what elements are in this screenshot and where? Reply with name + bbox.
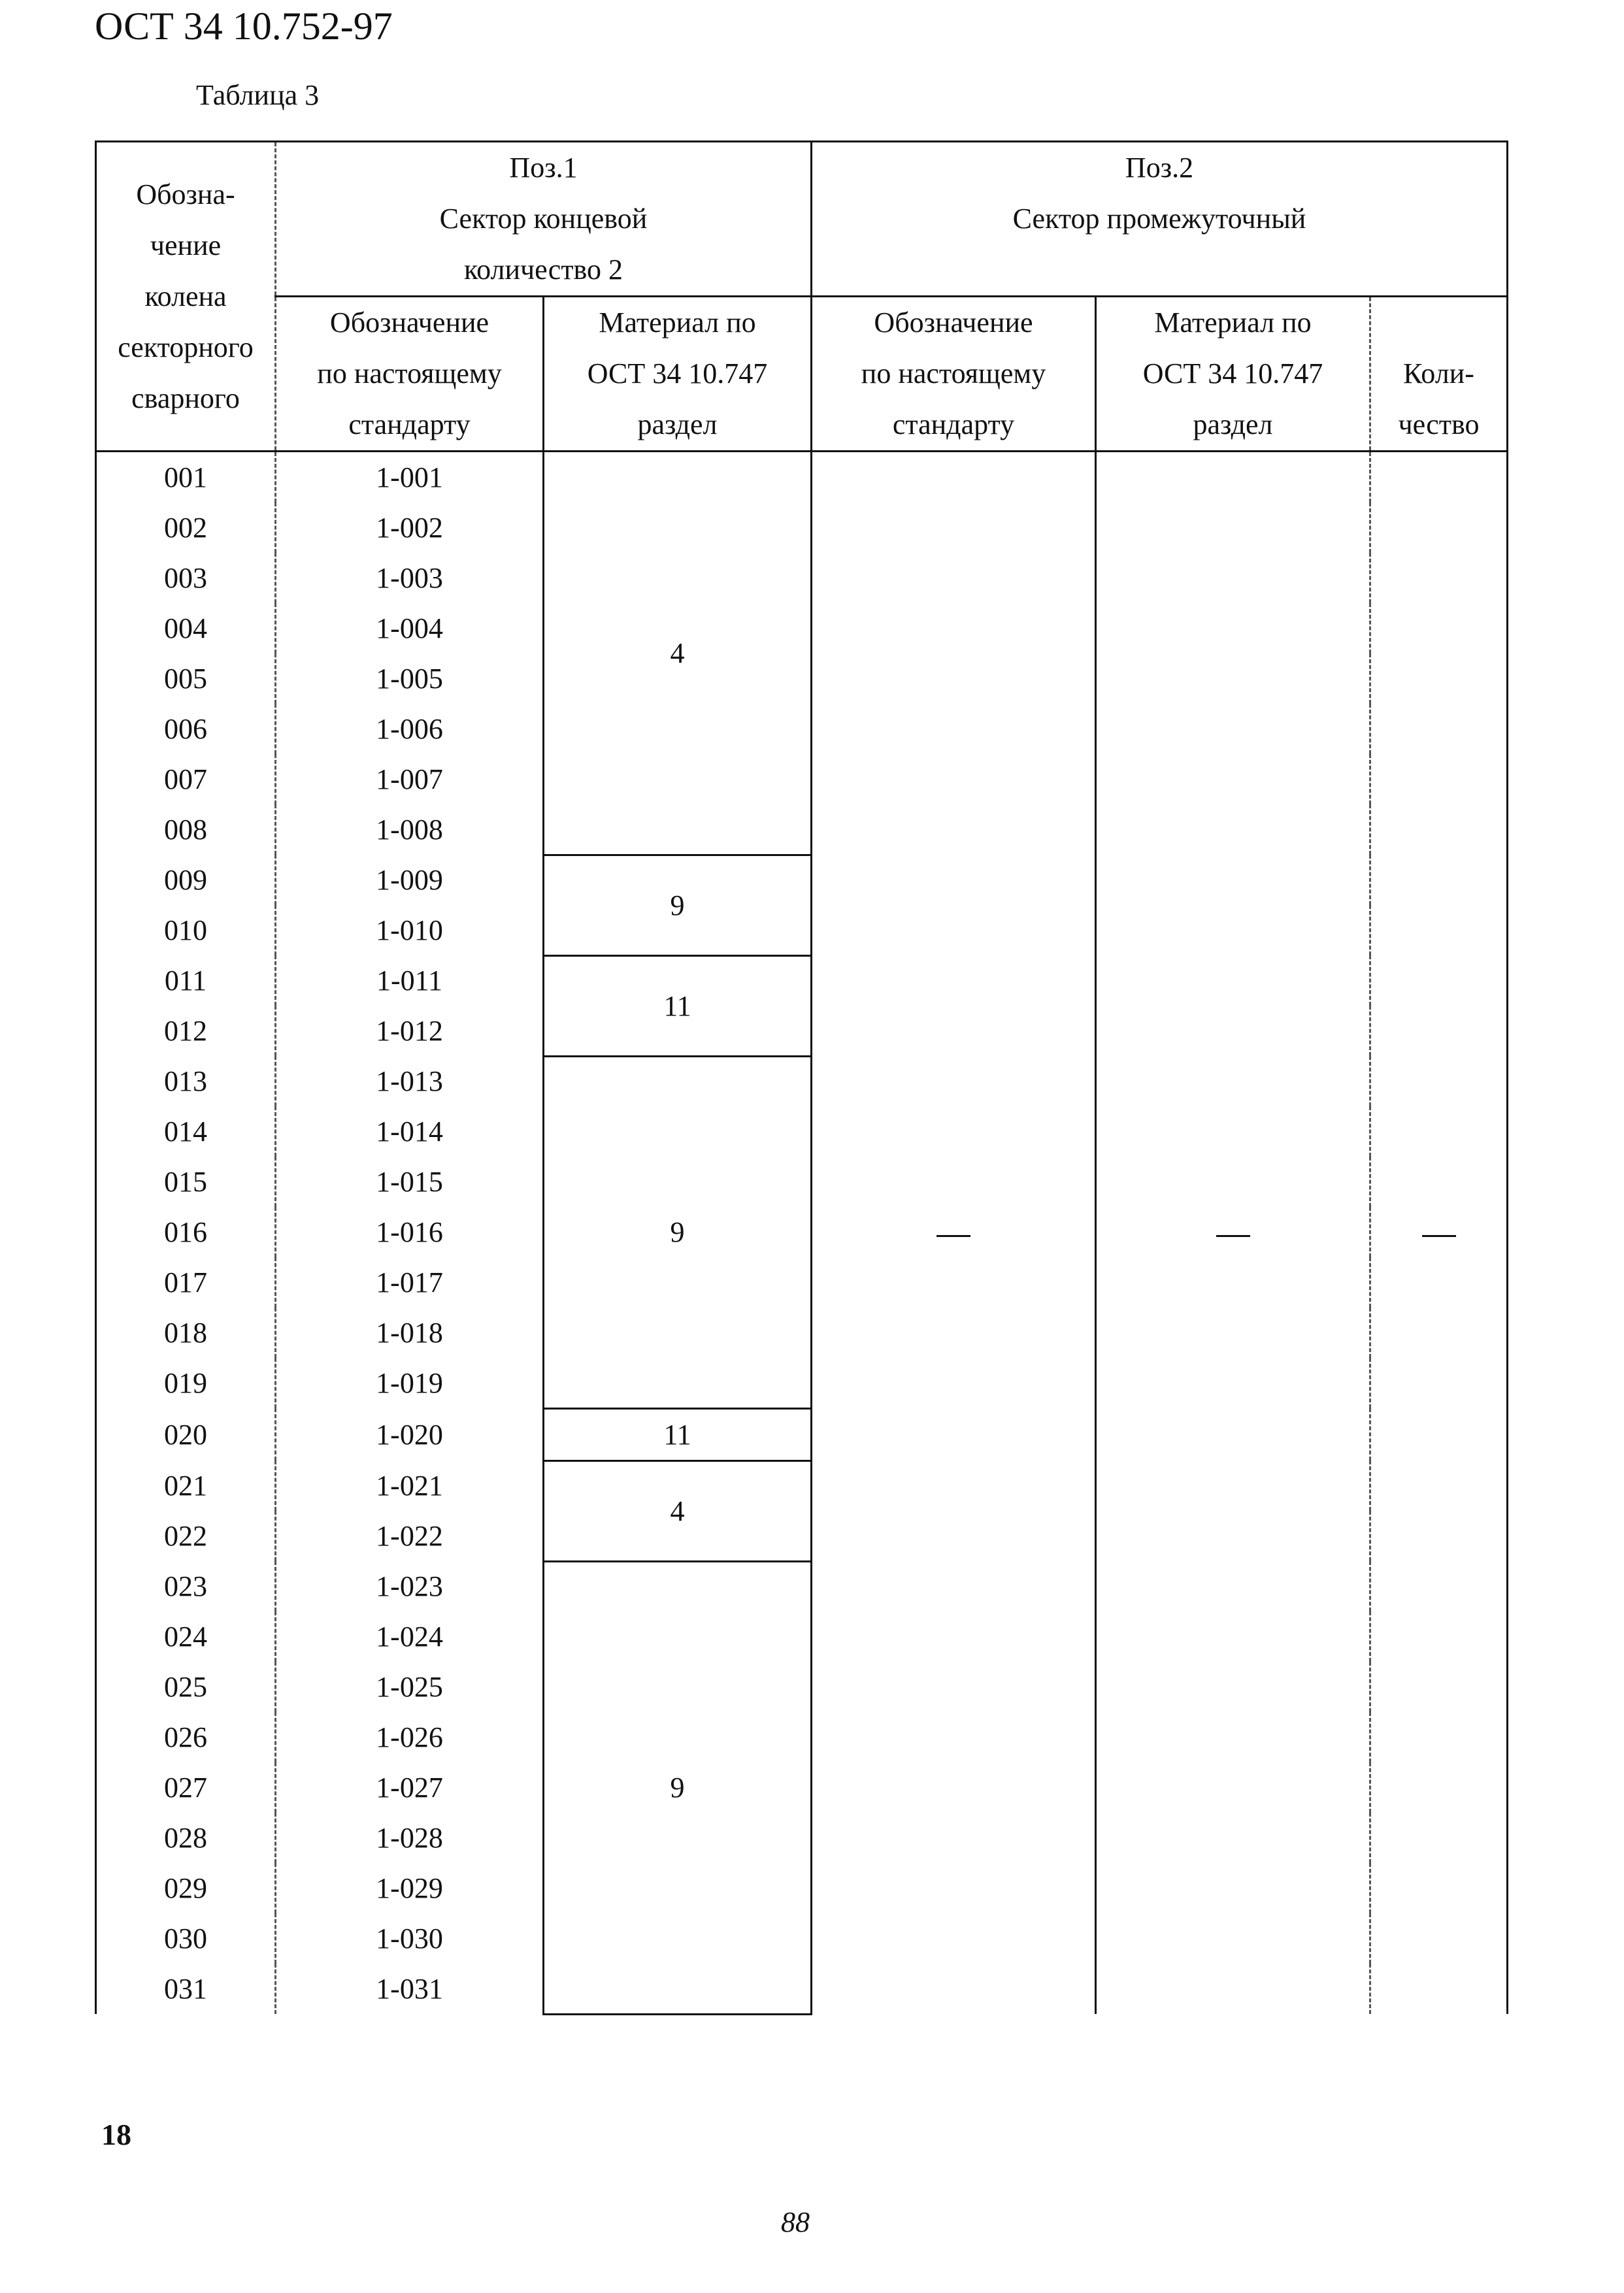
row-designation: 005: [96, 653, 276, 704]
em-dash-mark: [936, 1235, 970, 1237]
row-designation: 026: [96, 1712, 276, 1762]
row-designation: 021: [96, 1460, 276, 1511]
row-sector-designation: 1-031: [276, 1964, 544, 2014]
material-section-cell: 11: [544, 955, 812, 1056]
row-sector-designation: 1-002: [276, 503, 544, 553]
row-designation: 024: [96, 1611, 276, 1662]
row-sector-designation: 1-007: [276, 754, 544, 804]
row-sector-designation: 1-001: [276, 452, 544, 503]
row-sector-designation: 1-008: [276, 804, 544, 855]
row-designation: 018: [96, 1308, 276, 1358]
row-designation: 009: [96, 855, 276, 905]
row-designation: 031: [96, 1964, 276, 2014]
row-designation: 027: [96, 1762, 276, 1813]
page-number: 18: [101, 2118, 131, 2151]
row-sector-designation: 1-019: [276, 1358, 544, 1408]
row-designation: 002: [96, 503, 276, 553]
row-sector-designation: 1-014: [276, 1106, 544, 1157]
material-section-cell: 11: [544, 1408, 812, 1460]
row-sector-designation: 1-016: [276, 1207, 544, 1257]
row-sector-designation: 1-028: [276, 1813, 544, 1863]
row-designation: 012: [96, 1006, 276, 1056]
pos2-material-cell: [1096, 452, 1370, 2015]
row-designation: 007: [96, 754, 276, 804]
row-sector-designation: 1-015: [276, 1157, 544, 1207]
pos2-header: Поз.2 Сектор промежуточный: [812, 142, 1508, 297]
row-sector-designation: 1-017: [276, 1257, 544, 1308]
row-designation: 019: [96, 1358, 276, 1408]
row-designation: 006: [96, 704, 276, 754]
row-designation: 004: [96, 603, 276, 653]
material-section-cell: 9: [544, 855, 812, 955]
material-section-cell: 4: [544, 1460, 812, 1561]
row-sector-designation: 1-003: [276, 553, 544, 603]
row-designation: 014: [96, 1106, 276, 1157]
row-sector-designation: 1-012: [276, 1006, 544, 1056]
row-designation: 025: [96, 1662, 276, 1712]
pos1-designation-header: Обозначение по настоящему стандарту: [276, 297, 544, 452]
row-designation: 003: [96, 553, 276, 603]
col-designation-header: Обозна- чение колена секторного сварного: [96, 142, 276, 452]
row-designation: 023: [96, 1561, 276, 1611]
material-section-cell: 4: [544, 452, 812, 855]
row-sector-designation: 1-030: [276, 1913, 544, 1964]
row-sector-designation: 1-021: [276, 1460, 544, 1511]
table-caption: Таблица 3: [196, 79, 320, 111]
pos2-designation-cell: [812, 452, 1096, 2015]
row-designation: 010: [96, 905, 276, 955]
row-sector-designation: 1-013: [276, 1056, 544, 1106]
row-designation: 001: [96, 452, 276, 503]
pos1-header: Поз.1 Сектор концевой количество 2: [276, 142, 812, 297]
row-designation: 013: [96, 1056, 276, 1106]
row-designation: 020: [96, 1408, 276, 1460]
row-sector-designation: 1-029: [276, 1863, 544, 1913]
pos1-material-header: Материал по ОСТ 34 10.747 раздел: [544, 297, 812, 452]
row-sector-designation: 1-024: [276, 1611, 544, 1662]
em-dash-mark: [1422, 1235, 1456, 1237]
pos2-material-header: Материал по ОСТ 34 10.747 раздел: [1096, 297, 1370, 452]
row-designation: 016: [96, 1207, 276, 1257]
row-designation: 015: [96, 1157, 276, 1207]
row-designation: 030: [96, 1913, 276, 1964]
material-section-cell: 9: [544, 1056, 812, 1408]
row-sector-designation: 1-023: [276, 1561, 544, 1611]
row-sector-designation: 1-022: [276, 1511, 544, 1561]
row-sector-designation: 1-010: [276, 905, 544, 955]
row-sector-designation: 1-005: [276, 653, 544, 704]
spec-table: [95, 140, 1508, 2015]
row-designation: 028: [96, 1813, 276, 1863]
em-dash-mark: [1216, 1235, 1250, 1237]
pos2-designation-header: Обозначение по настоящему стандарту: [812, 297, 1096, 452]
row-sector-designation: 1-020: [276, 1408, 544, 1460]
row-designation: 022: [96, 1511, 276, 1561]
pos2-quantity-cell: [1370, 452, 1508, 2015]
row-sector-designation: 1-027: [276, 1762, 544, 1813]
sheet-number: 88: [781, 2206, 810, 2238]
row-sector-designation: 1-025: [276, 1662, 544, 1712]
row-sector-designation: 1-011: [276, 955, 544, 1006]
row-designation: 017: [96, 1257, 276, 1308]
pos2-quantity-header: Коли- чество: [1370, 297, 1508, 452]
row-designation: 029: [96, 1863, 276, 1913]
row-designation: 011: [96, 955, 276, 1006]
row-sector-designation: 1-018: [276, 1308, 544, 1358]
row-designation: 008: [96, 804, 276, 855]
row-sector-designation: 1-009: [276, 855, 544, 905]
table-row: [96, 452, 1508, 503]
row-sector-designation: 1-026: [276, 1712, 544, 1762]
document-code: ОСТ 34 10.752-97: [95, 5, 393, 48]
material-section-cell: 9: [544, 1561, 812, 2014]
row-sector-designation: 1-006: [276, 704, 544, 754]
row-sector-designation: 1-004: [276, 603, 544, 653]
